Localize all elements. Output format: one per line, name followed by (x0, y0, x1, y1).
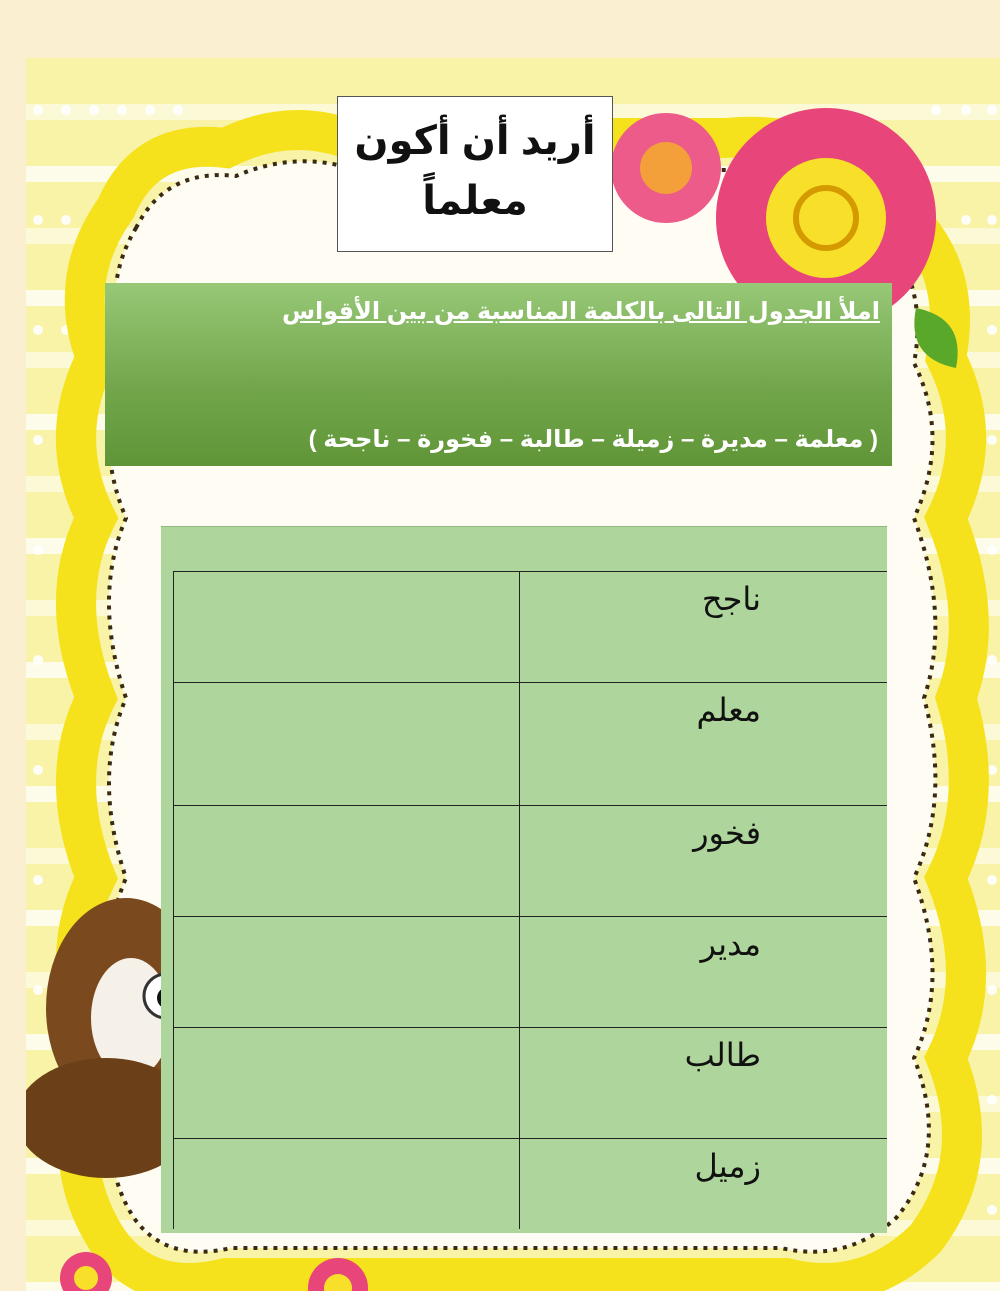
worksheet-title-box (337, 96, 613, 252)
word-text: مدير (700, 926, 761, 962)
answer-cell[interactable] (174, 1028, 520, 1139)
word-text: معلم (696, 692, 761, 728)
word-cell (519, 806, 887, 917)
table-row (174, 806, 888, 917)
word-text: طالب (684, 1037, 761, 1073)
instruction-heading: املأ الجدول التالى بالكلمة المناسبة من بين الأقواس (281, 298, 880, 325)
word-cell (519, 1028, 887, 1139)
title-line-2: معلماً (422, 179, 528, 223)
table-row (174, 683, 888, 806)
word-text: ناجح (701, 581, 761, 617)
table-row (174, 1139, 888, 1229)
word-text: زميل (694, 1148, 761, 1184)
answer-cell[interactable] (174, 806, 520, 917)
word-bank: ( معلمة – مديرة – زميلة – طالبة – فخورة – ناجحة ) (308, 426, 878, 453)
table-row (174, 1028, 888, 1139)
title-line-1: أريد أن أكون (354, 119, 596, 163)
table-row (174, 917, 888, 1028)
answer-cell[interactable] (174, 572, 520, 683)
word-cell (519, 683, 887, 806)
instruction-banner (105, 283, 892, 466)
word-cell (519, 1139, 887, 1229)
word-cell (519, 917, 887, 1028)
answer-table (173, 571, 887, 1229)
word-text: فخور (693, 815, 761, 851)
answer-cell[interactable] (174, 917, 520, 1028)
answer-cell[interactable] (174, 1139, 520, 1229)
word-cell (519, 572, 887, 683)
answer-cell[interactable] (174, 683, 520, 806)
answer-table-container (161, 526, 887, 1233)
table-row (174, 572, 888, 683)
